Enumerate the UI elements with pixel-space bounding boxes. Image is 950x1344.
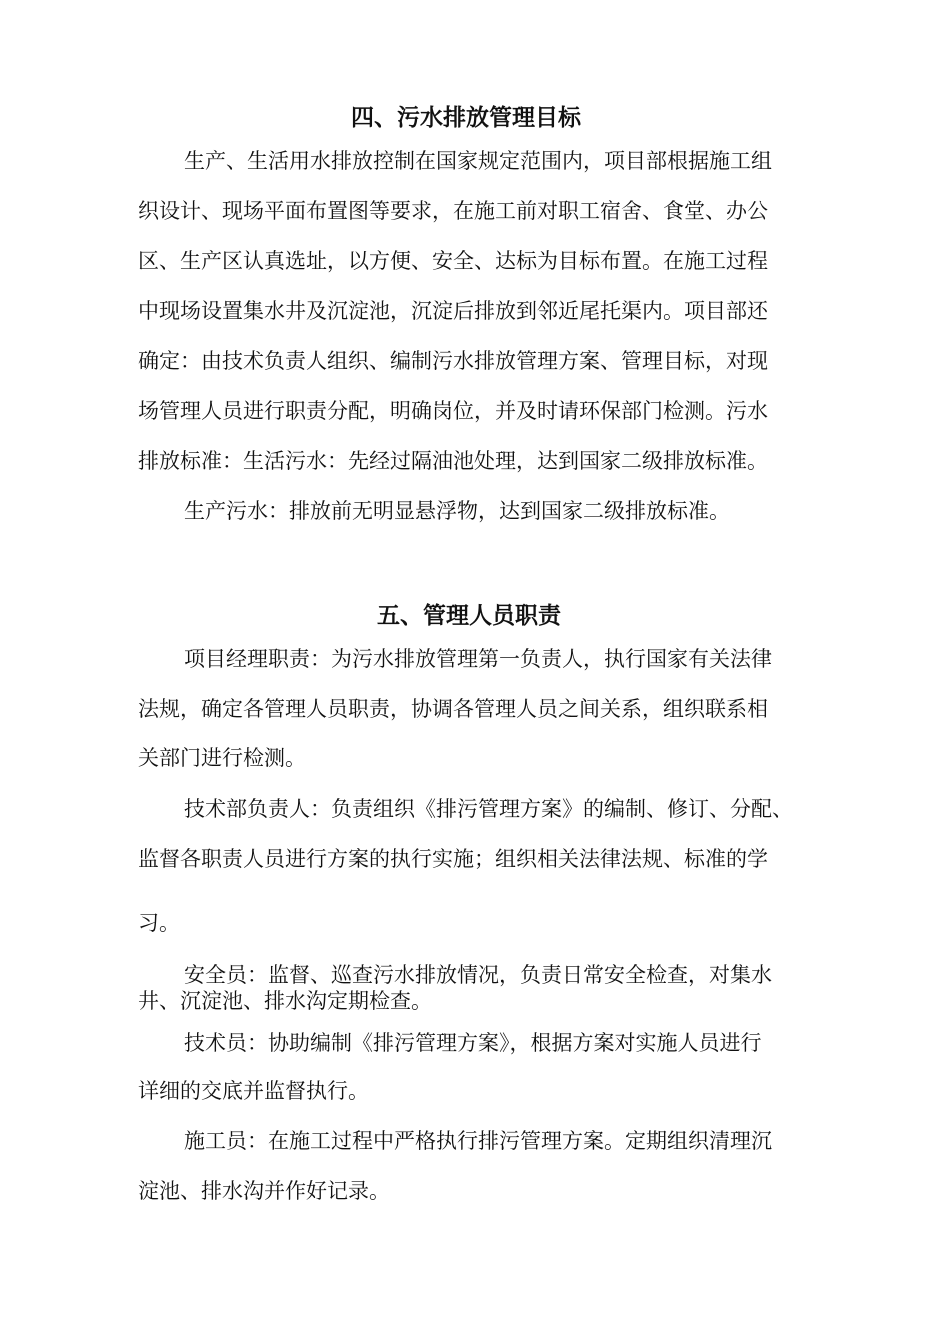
text-line: 技术员：协助编制《排污管理方案》，根据方案对实施人员进行 [184,1031,762,1055]
text-line: 确定：由技术负责人组织、编制污水排放管理方案、管理目标，对现 [138,349,768,373]
text-line: 淀池、排水沟并作好记录。 [138,1179,390,1203]
text-line: 排放标准：生活污水：先经过隔油池处理，达到国家二级排放标准。 [138,449,768,473]
text-line: 区、生产区认真选址，以方便、安全、达标为目标布置。在施工过程 [138,249,768,273]
text-line: 中现场设置集水井及沉淀池，沉淀后排放到邻近尾托渠内。项目部还 [138,299,768,323]
section-4-paragraph-2: 生产污水：排放前无明显悬浮物，达到国家二级排放标准。 [184,499,730,523]
section-4-heading: 四、污水排放管理目标 [351,105,581,131]
text-line: 详细的交底并监督执行。 [138,1079,369,1103]
text-line: 习。 [138,911,180,935]
text-line: 织设计、现场平面布置图等要求，在施工前对职工宿舍、食堂、办公 [138,199,768,223]
section-5-heading: 五、管理人员职责 [377,603,561,629]
text-line: 施工员：在施工过程中严格执行排污管理方案。定期组织清理沉 [184,1129,772,1153]
text-line: 法规，确定各管理人员职责，协调各管理人员之间关系，组织联系相 [138,697,768,721]
text-line: 项目经理职责：为污水排放管理第一负责人，执行国家有关法律 [184,647,772,671]
text-line: 技术部负责人：负责组织《排污管理方案》的编制、修订、分配、 [184,797,793,821]
text-line: 安全员：监督、巡查污水排放情况，负责日常安全检查，对集水 [184,963,772,987]
text-line: 场管理人员进行职责分配，明确岗位，并及时请环保部门检测。污水 [138,399,768,423]
text-line: 关部门进行检测。 [138,746,306,770]
text-line: 井、沉淀池、排水沟定期检查。 [138,989,432,1013]
text-line: 监督各职责人员进行方案的执行实施；组织相关法律法规、标准的学 [138,847,768,871]
text-line: 生产、生活用水排放控制在国家规定范围内，项目部根据施工组 [184,149,772,173]
